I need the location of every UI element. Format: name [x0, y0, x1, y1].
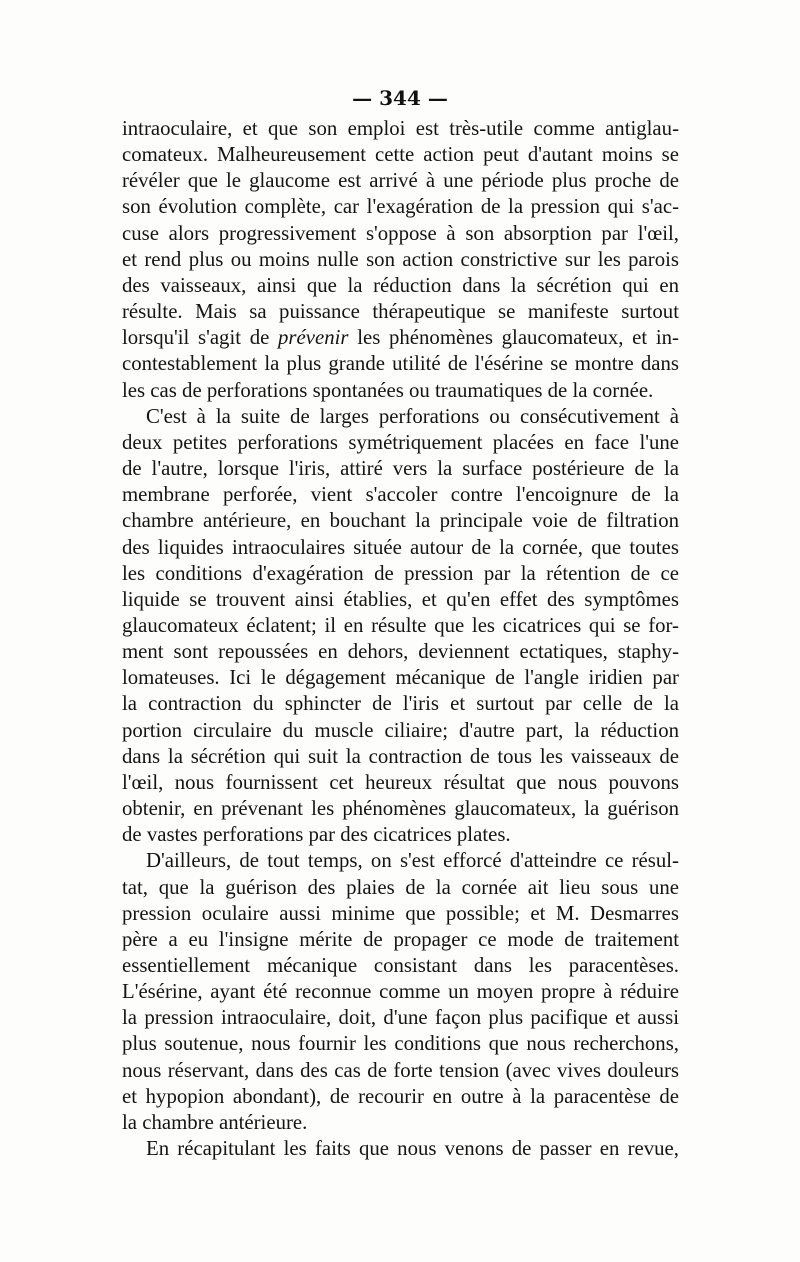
- text-line: contestablement la plus grande utilité de l'ésérine se montre dans: [122, 352, 679, 376]
- text-line: la pression intraoculaire, doit, d'une façon plus pacifique et aussi: [122, 1006, 679, 1030]
- text-line: dans la sécrétion qui suit la contraction de tous les vaisseaux de: [122, 744, 679, 768]
- paragraph-1: [122, 116, 679, 404]
- paragraph-4: [122, 1136, 679, 1162]
- text-line: essentiellement mécanique consistant dans les paracentèses.: [122, 954, 679, 977]
- emphasized-word: prévenir: [278, 326, 349, 350]
- text-line: les cas de perforations spontanées ou traumatiques de la cornée.: [122, 378, 654, 402]
- text-line-with-emphasis: [122, 325, 679, 351]
- text-line: intraoculaire, et que son emploi est très-utile comme antiglau-: [122, 117, 679, 140]
- text-line: l'œil, nous fournissent cet heureux résultat que nous pouvons: [122, 770, 679, 794]
- text-line: des liquides intraoculaires située autour de la cornée, que toutes: [122, 535, 679, 559]
- text-line: membrane perforée, vient s'accoler contre l'encoignure de la: [122, 483, 679, 507]
- text-line: et rend plus ou moins nulle son action constrictive sur les parois: [122, 247, 679, 271]
- text-line: comateux. Malheureusement cette action peut d'autant moins se: [122, 143, 679, 167]
- text-line: la contraction du sphincter de l'iris et surtout par celle de la: [122, 692, 679, 716]
- text-line: et hypopion abondant), de recourir en outre à la paracentèse de: [122, 1084, 679, 1108]
- text-line: cuse alors progressivement s'oppose à son absorption par l'œil,: [122, 221, 679, 245]
- body-text: [122, 116, 679, 1162]
- page-number: — 344 —: [352, 86, 448, 110]
- text-line: les conditions d'exagération de pression par la rétention de ce: [122, 561, 679, 585]
- paragraph-3: [122, 848, 679, 1136]
- text-line: portion circulaire du muscle ciliaire; d'autre part, la réduction: [122, 718, 679, 742]
- text-line: C'est à la suite de larges perforations ou consécutivement à: [146, 404, 679, 428]
- text-line: deux petites perforations symétriquement placées en face l'une: [122, 430, 679, 454]
- text-line: glaucomateux éclatent; il en résulte que les cicatrices qui se for-: [122, 613, 679, 637]
- text-line: nous réservant, dans des cas de forte tension (avec vives douleurs: [122, 1058, 679, 1082]
- text-line: pression oculaire aussi minime que possible; et M. Desmarres: [122, 901, 679, 925]
- text-line: chambre antérieure, en bouchant la principale voie de filtration: [122, 509, 679, 533]
- text-fragment: les phénomènes glaucomateux, et in-: [348, 326, 679, 350]
- text-line: lomateuses. Ici le dégagement mécanique de l'angle iridien par: [122, 666, 679, 690]
- text-line: tat, que la guérison des plaies de la cornée ait lieu sous une: [122, 875, 679, 899]
- text-line: la chambre antérieure.: [122, 1110, 308, 1134]
- text-line: D'ailleurs, de tout temps, on s'est efforcé d'atteindre ce résul-: [146, 849, 679, 873]
- text-fragment: lorsqu'il s'agit de: [122, 326, 279, 350]
- text-line: de vastes perforations par des cicatrices plates.: [122, 823, 511, 847]
- text-line: de l'autre, lorsque l'iris, attiré vers la surface postérieure de la: [122, 457, 679, 481]
- text-line: son évolution complète, car l'exagération de la pression qui s'ac-: [122, 195, 679, 219]
- text-line: obtenir, en prévenant les phénomènes glaucomateux, la guérison: [122, 797, 679, 821]
- text-line: des vaisseaux, ainsi que la réduction dans la sécrétion qui en: [122, 273, 679, 297]
- page-number-value: 344: [379, 86, 421, 110]
- text-line: père a eu l'insigne mérite de propager ce mode de traitement: [122, 927, 679, 951]
- paragraph-2: [122, 404, 679, 849]
- text-line: liquide se trouvent ainsi établies, et qu'en effet des symptômes: [122, 587, 679, 611]
- text-line: plus soutenue, nous fournir les conditions que nous recherchons,: [122, 1032, 679, 1056]
- text-line: L'ésérine, ayant été reconnue comme un moyen propre à réduire: [122, 980, 679, 1004]
- text-line: En récapitulant les faits que nous venons de passer en revue,: [146, 1137, 679, 1161]
- text-line: révéler que le glaucome est arrivé à une période plus proche de: [122, 169, 679, 193]
- text-line: ment sont repoussées en dehors, deviennent ectatiques, staphy-: [122, 640, 679, 664]
- text-line: résulte. Mais sa puissance thérapeutique se manifeste surtout: [122, 300, 679, 324]
